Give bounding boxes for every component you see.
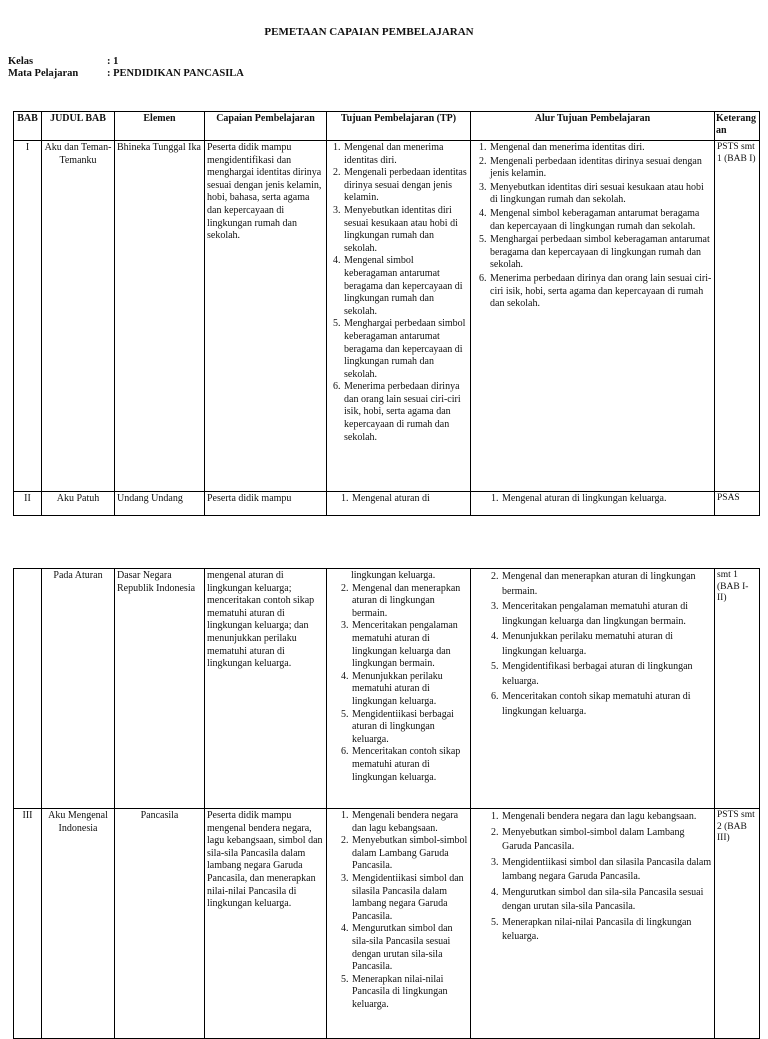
list-item: 1. Mengenal aturan di bbox=[351, 493, 468, 506]
mapping-table-page-2 bbox=[13, 568, 760, 1039]
learning-objectives bbox=[327, 809, 471, 1039]
list-item: 3. Menyebutkan identitas diri sesuai kesukaan atau hobi di lingkungan rumah dan sekolah. bbox=[343, 205, 468, 255]
list-item: 2. Mengenali perbedaan identitas dirinya sesuai dengan jenis kelamin. bbox=[343, 167, 468, 205]
header-tujuan: Tujuan Pembelajaran (TP) bbox=[327, 112, 471, 141]
class-info bbox=[8, 56, 118, 69]
list-item: 5. Mengidentifikasi berbagai aturan di lingkungan keluarga. bbox=[501, 660, 712, 689]
header-elemen: Elemen bbox=[115, 112, 205, 141]
header-bab: BAB bbox=[14, 112, 42, 141]
list-item: 4. Menunjukkan perilaku mematuhi aturan di lingkungan keluarga. bbox=[351, 671, 468, 709]
remarks: smt 1 (BAB I-II) bbox=[715, 569, 760, 809]
table-row bbox=[14, 492, 760, 516]
mapping-table-page-1 bbox=[13, 111, 760, 516]
list-item: 2. Mengenal dan menerapkan aturan di lingkungan bermain. bbox=[351, 583, 468, 621]
learning-objectives bbox=[327, 492, 471, 516]
subject-info bbox=[8, 68, 244, 81]
class-value: : 1 bbox=[107, 56, 119, 67]
objectives-list bbox=[329, 583, 468, 785]
list-item: 3. Mengidentiikasi simbol dan silasila Pancasila dalam lambang negara Garuda Pancasila. bbox=[501, 856, 712, 885]
element-cell: Undang Undang bbox=[115, 492, 205, 516]
list-item: 1. Mengenal dan menerima identitas diri. bbox=[489, 142, 712, 155]
flow-list bbox=[473, 493, 712, 506]
table-row bbox=[14, 569, 760, 809]
element-cell: Pancasila bbox=[115, 809, 205, 1039]
list-item: 1. Mengenal aturan di lingkungan keluarga. bbox=[501, 493, 712, 506]
header-judul-bab: JUDUL BAB bbox=[42, 112, 115, 141]
list-item: 3. Menyebutkan identitas diri sesuai kesukaan atau hobi di lingkungan rumah dan sekolah. bbox=[489, 182, 712, 207]
flow-list bbox=[473, 142, 712, 311]
learning-outcome: mengenal aturan di lingkungan keluarga; menceritakan contoh sikap mematuhi aturan di lingkungan keluarga; dan menunjukkan perilaku mematuhi aturan di lingkungan keluarga. bbox=[205, 569, 327, 809]
list-item: 6. Menerima perbedaan dirinya dan orang lain sesuai ciri-ciri isik, hobi, serta agama dan kepercayaan di rumah dan sekolah. bbox=[489, 273, 712, 311]
objectives-list bbox=[329, 142, 468, 444]
page-title: PEMETAAN CAPAIAN PEMBELAJARAN bbox=[264, 26, 474, 38]
element-cell: Dasar Negara Republik Indonesia bbox=[115, 569, 205, 809]
list-item: 4. Mengenal simbol keberagaman antarumat beragama dan kepercayaan di lingkungan rumah dan sekolah. bbox=[343, 255, 468, 318]
bab-number: III bbox=[14, 809, 42, 1039]
list-item: 1. Mengenali bendera negara dan lagu kebangsaan. bbox=[351, 810, 468, 835]
list-item: 6. Menceritakan contoh sikap mematuhi aturan di lingkungan keluarga. bbox=[351, 746, 468, 784]
learning-outcome: Peserta didik mampu mengenal bendera negara, lagu kebangsaan, simbol dan sila-sila Pancasila dalam lambang negara Garuda Pancasila, dan menerapkan nilai-nilai Pancasila di lingkungan keluarga. bbox=[205, 809, 327, 1039]
chapter-title: Aku Mengenal Indonesia bbox=[42, 809, 115, 1039]
header-capaian: Capaian Pembelajaran bbox=[205, 112, 327, 141]
list-item: 5. Menerapkan nilai-nilai Pancasila di lingkungan keluarga. bbox=[501, 916, 712, 945]
header-keterangan: Keterang an bbox=[715, 112, 760, 141]
learning-flow bbox=[471, 141, 715, 492]
list-item: 6. Menerima perbedaan dirinya dan orang lain sesuai ciri-ciri isik, hobi, serta agama dan kepercayaan di rumah dan sekolah. bbox=[343, 381, 468, 444]
list-item: 1. Mengenal dan menerima identitas diri. bbox=[343, 142, 468, 167]
list-item: 2. Mengenali perbedaan identitas dirinya sesuai dengan jenis kelamin. bbox=[489, 156, 712, 181]
list-item: 2. Mengenal dan menerapkan aturan di lingkungan bermain. bbox=[501, 570, 712, 599]
list-item: 4. Mengurutkan simbol dan sila-sila Pancasila sesuai dengan urutan sila-sila Pancasila. bbox=[501, 886, 712, 915]
list-item: 5. Mengidentiikasi berbagai aturan di lingkungan keluarga. bbox=[351, 709, 468, 747]
list-item: 3. Menceritakan pengalaman mematuhi aturan di lingkungan keluarga dan lingkungan bermain. bbox=[351, 620, 468, 670]
table-row bbox=[14, 141, 760, 492]
list-item: 2. Menyebutkan simbol-simbol dalam Lambang Garuda Pancasila. bbox=[351, 835, 468, 873]
bab-number: I bbox=[14, 141, 42, 492]
list-item: 5. Menghargai perbedaan simbol keberagaman antarumat beragama dan kepercayaan di lingkungan rumah dan sekolah. bbox=[489, 234, 712, 272]
list-item: 2. Menyebutkan simbol-simbol dalam Lambang Garuda Pancasila. bbox=[501, 826, 712, 855]
list-item: 5. Menghargai perbedaan simbol keberagaman antarumat beragama dan kepercayaan di lingkungan rumah dan sekolah. bbox=[343, 318, 468, 381]
objective-continuation: lingkungan keluarga. bbox=[351, 570, 436, 581]
chapter-title: Pada Aturan bbox=[42, 569, 115, 809]
flow-list bbox=[473, 810, 712, 945]
table-header-row bbox=[14, 112, 760, 141]
subject-value: : PENDIDIKAN PANCASILA bbox=[107, 68, 244, 79]
chapter-title: Aku dan Teman-Temanku bbox=[42, 141, 115, 492]
learning-flow bbox=[471, 809, 715, 1039]
subject-label: Mata Pelajaran bbox=[8, 68, 79, 79]
remarks: PSTS smt 2 (BAB III) bbox=[715, 809, 760, 1039]
learning-flow bbox=[471, 569, 715, 809]
learning-objectives bbox=[327, 141, 471, 492]
element-cell: Bhineka Tunggal Ika bbox=[115, 141, 205, 492]
remarks: PSAS bbox=[715, 492, 760, 516]
bab-number: II bbox=[14, 492, 42, 516]
list-item: 3. Menceritakan pengalaman mematuhi aturan di lingkungan keluarga dan lingkungan bermain. bbox=[501, 600, 712, 629]
class-label: Kelas bbox=[8, 56, 34, 67]
list-item: 4. Mengenal simbol keberagaman antarumat beragama dan kepercayaan di lingkungan rumah dan sekolah. bbox=[489, 208, 712, 233]
objectives-list bbox=[329, 493, 468, 506]
learning-objectives bbox=[327, 569, 471, 809]
table-row bbox=[14, 809, 760, 1039]
list-item: 5. Menerapkan nilai-nilai Pancasila di lingkungan keluarga. bbox=[351, 974, 468, 1012]
list-item: 3. Mengidentiikasi simbol dan silasila Pancasila dalam lambang negara Garuda Pancasila. bbox=[351, 873, 468, 923]
list-item: 4. Menunjukkan perilaku mematuhi aturan di lingkungan keluarga. bbox=[501, 630, 712, 659]
bab-number bbox=[14, 569, 42, 809]
learning-outcome: Peserta didik mampu bbox=[205, 492, 327, 516]
list-item: 6. Menceritakan contoh sikap mematuhi aturan di lingkungan keluarga. bbox=[501, 690, 712, 719]
learning-flow bbox=[471, 492, 715, 516]
list-item: 4. Mengurutkan simbol dan sila-sila Pancasila sesuai dengan urutan sila-sila Pancasila. bbox=[351, 923, 468, 973]
objectives-list bbox=[329, 810, 468, 1012]
header-alur: Alur Tujuan Pembelajaran bbox=[471, 112, 715, 141]
list-item: 1. Mengenali bendera negara dan lagu kebangsaan. bbox=[501, 810, 712, 825]
learning-outcome: Peserta didik mampu mengidentifikasi dan menghargai identitas dirinya sesuai dengan jenis kelamin, hobi, bahasa, serta agama dan kepercayaan di lingkungan rumah dan sekolah. bbox=[205, 141, 327, 492]
chapter-title: Aku Patuh bbox=[42, 492, 115, 516]
flow-list bbox=[473, 570, 712, 719]
remarks: PSTS smt 1 (BAB I) bbox=[715, 141, 760, 492]
